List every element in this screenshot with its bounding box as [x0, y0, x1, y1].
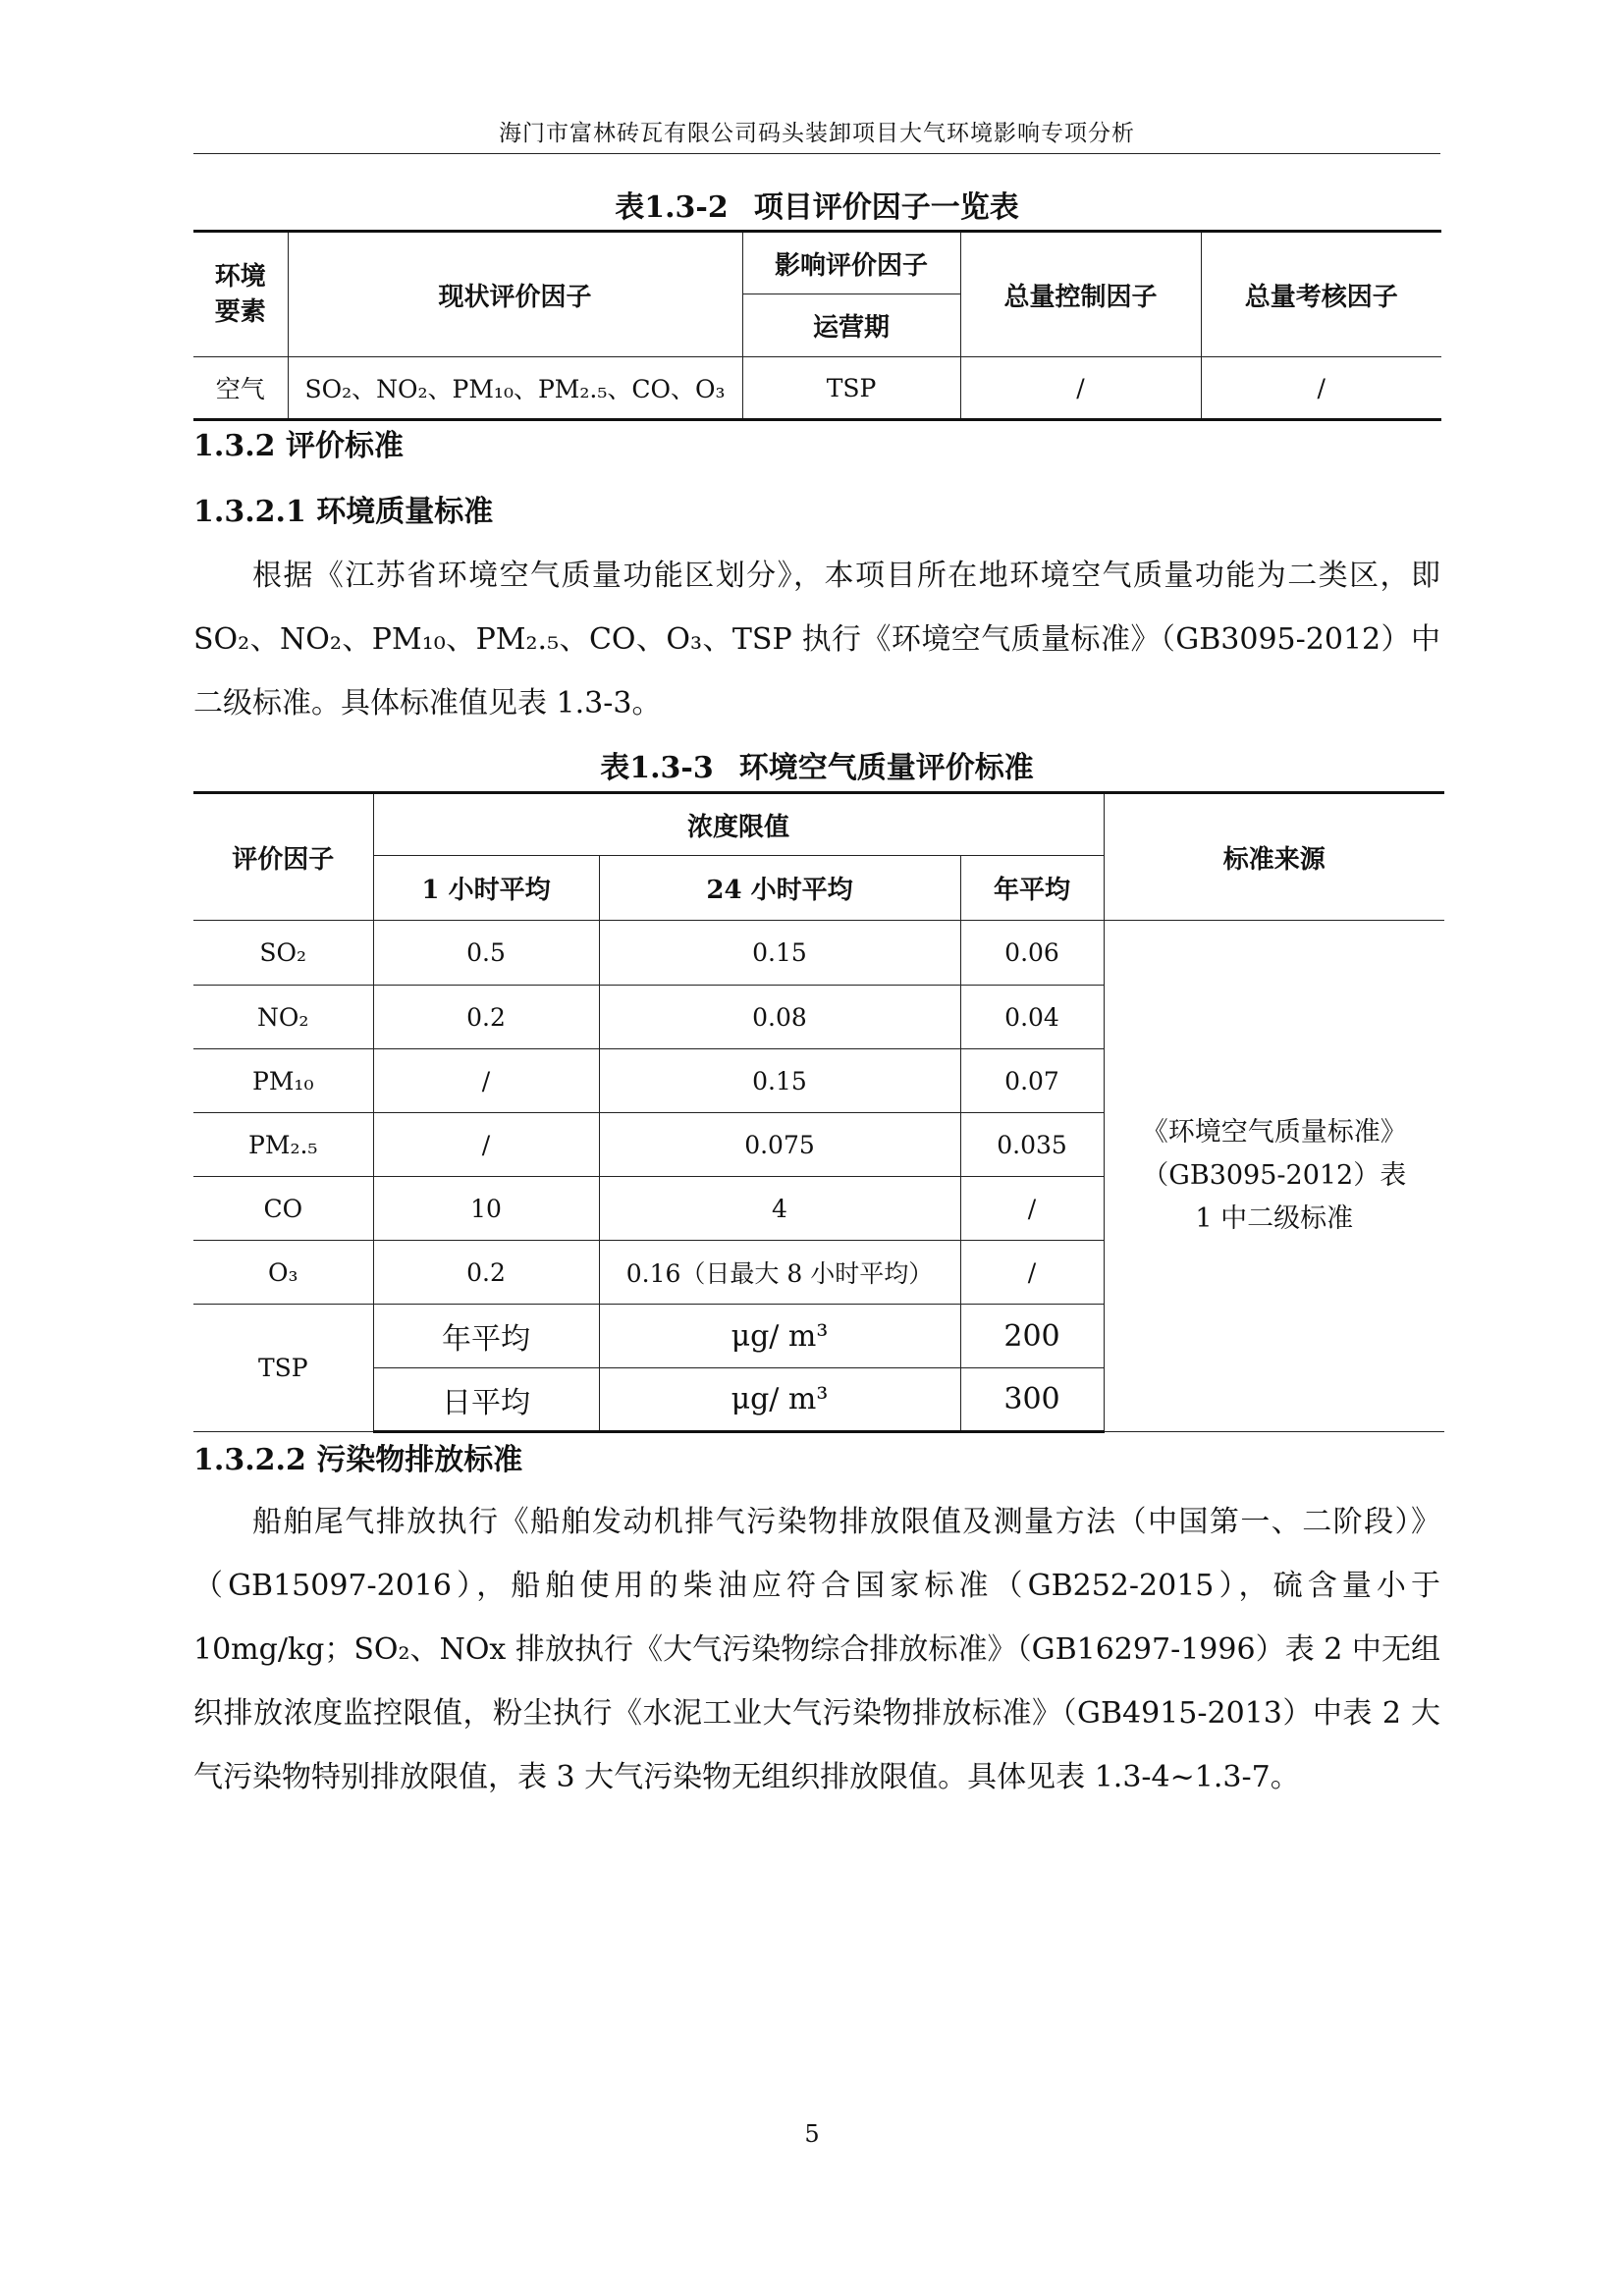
header-annual-avg: 年平均 [960, 856, 1104, 921]
evaluation-factor-table [193, 230, 1441, 421]
section-heading-evaluation-standard: 1.3.2 评价标准 [193, 429, 404, 463]
header-impact-factor: 影响评价因子 [742, 232, 960, 294]
row-factor: SO₂ [193, 921, 373, 986]
standard-source-cell: 《环境空气质量标准》（GB3095-2012）表 1 中二级标准 [1104, 921, 1444, 1432]
header-concentration-limit: 浓度限值 [373, 793, 1104, 856]
header-total-check: 总量考核因子 [1201, 232, 1441, 357]
row-1h: / [373, 1113, 599, 1177]
table2-number: 表1.3-3 [600, 751, 714, 785]
paragraph-emission-standard: 船舶尾气排放执行《船舶发动机排气污染物排放限值及测量方法（中国第一、二阶段）》（GB15097-2016），船舶使用的柴油应符合国家标准（GB252-2015），硫含量小于 10mg/kg；SO₂、NOx 排放执行《大气污染物综合排放标准》（GB16297-1996）表 2 中无组织排放浓度监控限值，粉尘执行《水泥工业大气污染物排放标准》（GB4915-2013）中表 2 大气污染物特别排放限值，表 3 大气污染物无组织排放限值。具体见表 1.3-4~1.3-7。 [193, 1505, 1440, 1794]
cell-element: 空气 [193, 357, 288, 420]
row-24h: 0.16（日最大 8 小时平均） [599, 1241, 960, 1305]
row-1h: 0.2 [373, 1241, 599, 1305]
header-current-factor: 现状评价因子 [288, 232, 742, 357]
row-annual: 0.07 [960, 1049, 1104, 1113]
tsp-factor: TSP [193, 1305, 373, 1432]
tsp-unit: μg/ m³ [599, 1305, 960, 1368]
row-1h: 0.2 [373, 986, 599, 1049]
header-factor: 评价因子 [193, 793, 373, 921]
row-factor: O₃ [193, 1241, 373, 1305]
row-annual: 0.035 [960, 1113, 1104, 1177]
row-24h: 0.08 [599, 986, 960, 1049]
row-24h: 0.15 [599, 921, 960, 986]
header-1h-avg: 1 小时平均 [373, 856, 599, 921]
row-factor: PM₂.₅ [193, 1113, 373, 1177]
tsp-period: 年平均 [373, 1305, 599, 1368]
cell-current-factors: SO₂、NO₂、PM₁₀、PM₂.₅、CO、O₃ [288, 357, 742, 420]
row-1h: 0.5 [373, 921, 599, 986]
tsp-value: 300 [960, 1368, 1104, 1432]
header-element: 环境 要素 [193, 232, 288, 357]
header-standard-source: 标准来源 [1104, 793, 1444, 921]
page-header: 海门市富林砖瓦有限公司码头装卸项目大气环境影响专项分析 [499, 121, 1135, 146]
row-annual: / [960, 1177, 1104, 1241]
tsp-value: 200 [960, 1305, 1104, 1368]
table1-title: 项目评价因子一览表 [753, 190, 1019, 225]
section-heading-quality-standard: 1.3.2.1 环境质量标准 [193, 495, 494, 529]
table2-title: 环境空气质量评价标准 [738, 751, 1034, 785]
cell-total-control: / [960, 357, 1201, 420]
row-annual: / [960, 1241, 1104, 1305]
table1-caption [193, 187, 1440, 230]
header-total-control: 总量控制因子 [960, 232, 1201, 357]
table2-caption [193, 747, 1440, 790]
row-24h: 4 [599, 1177, 960, 1241]
page-number: 5 [804, 2120, 820, 2148]
row-24h: 0.15 [599, 1049, 960, 1113]
cell-total-check: / [1201, 357, 1441, 420]
paragraph-quality-standard: 根据《江苏省环境空气质量功能区划分》，本项目所在地环境空气质量功能为二类区，即 SO₂、NO₂、PM₁₀、PM₂.₅、CO、O₃、TSP 执行《环境空气质量标准》（GB3095-2012）中二级标准。具体标准值见表 1.3-3。 [193, 559, 1440, 721]
row-annual: 0.06 [960, 921, 1104, 986]
cell-impact-factors: TSP [742, 357, 960, 420]
tsp-unit: μg/ m³ [599, 1368, 960, 1432]
table1-number: 表1.3-2 [615, 190, 729, 225]
section-heading-emission-standard: 1.3.2.2 污染物排放标准 [193, 1443, 523, 1477]
row-factor: NO₂ [193, 986, 373, 1049]
header-24h-avg: 24 小时平均 [599, 856, 960, 921]
row-1h: / [373, 1049, 599, 1113]
tsp-period: 日平均 [373, 1368, 599, 1432]
air-quality-standard-table [193, 791, 1444, 1433]
row-24h: 0.075 [599, 1113, 960, 1177]
row-factor: CO [193, 1177, 373, 1241]
header-operation-period: 运营期 [742, 294, 960, 357]
row-1h: 10 [373, 1177, 599, 1241]
row-annual: 0.04 [960, 986, 1104, 1049]
header-rule [193, 153, 1440, 154]
row-factor: PM₁₀ [193, 1049, 373, 1113]
